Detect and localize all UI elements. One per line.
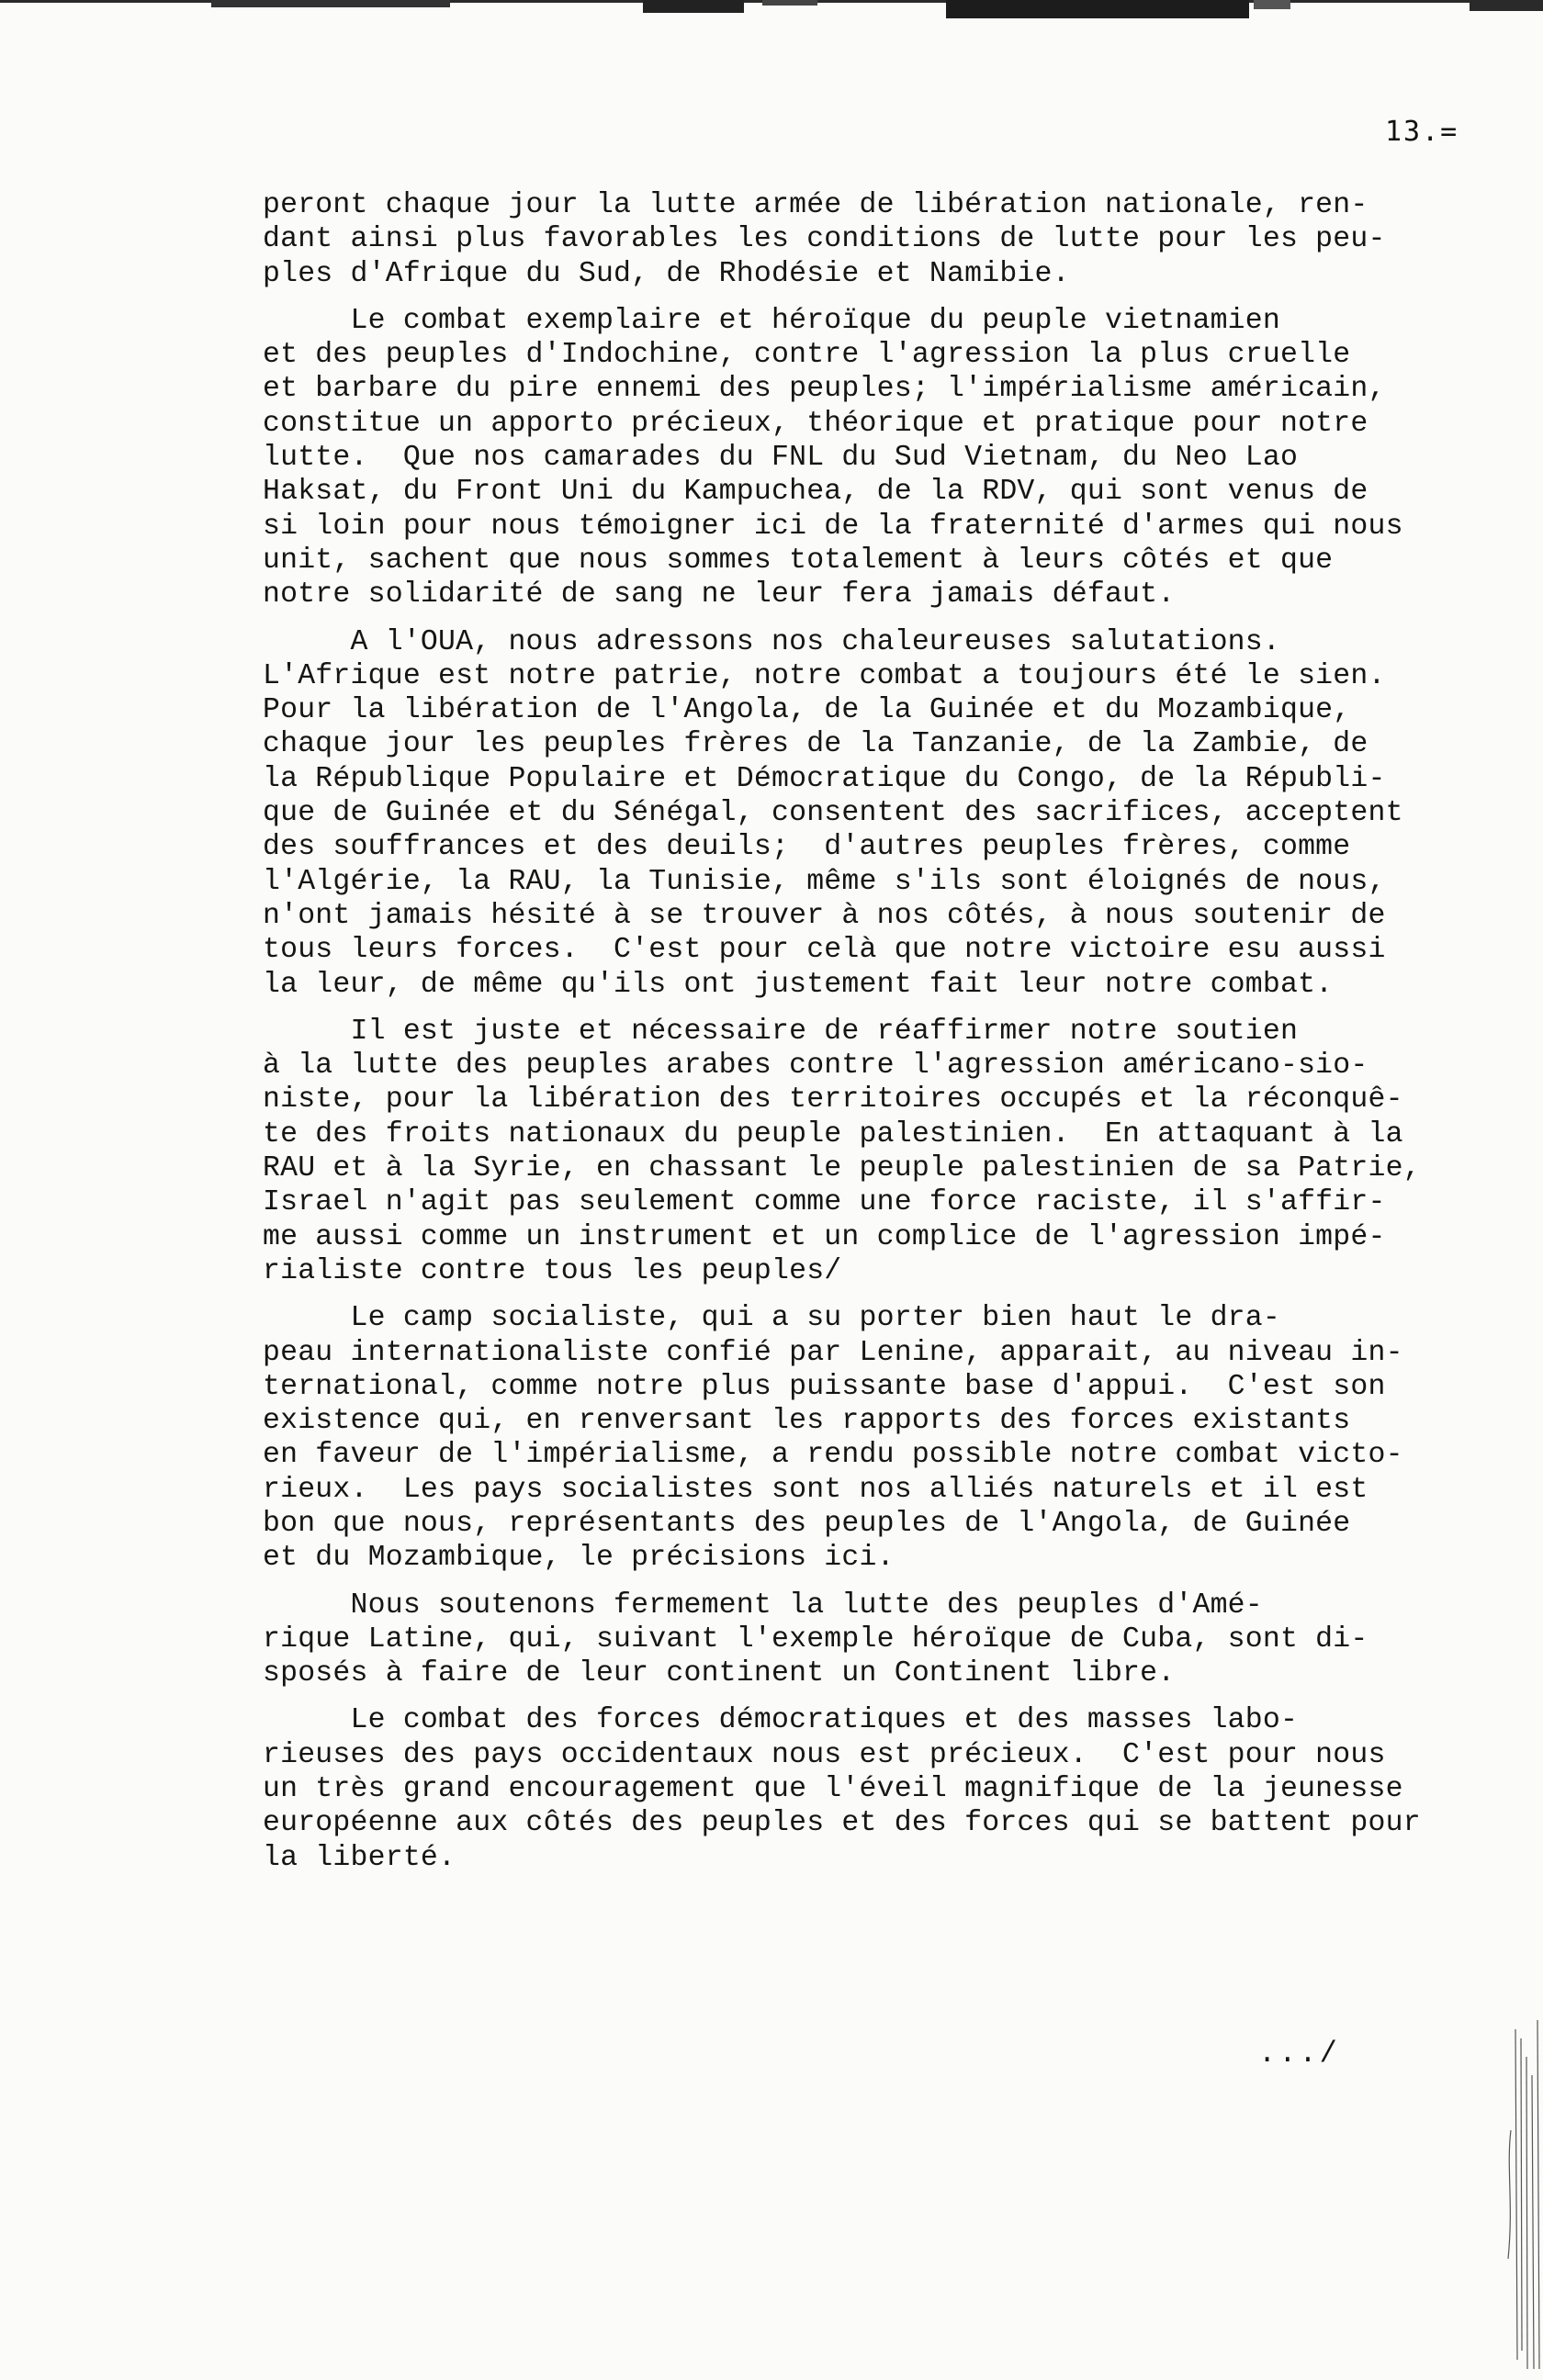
paragraph [263, 1015, 1493, 1288]
text-line: la leur, de même qu'ils ont justement fait leur notre combat. [263, 968, 1334, 1001]
text-line: Israel n'agit pas seulement comme une force raciste, il s'affir- [263, 1186, 1386, 1219]
text-line: unit, sachent que nous sommes totalement à leurs côtés et que [263, 544, 1334, 577]
text-line: me aussi comme un instrument et un complice de l'agression impé- [263, 1220, 1386, 1253]
text-line: des souffrances et des deuils; d'autres peuples frères, comme [263, 831, 1351, 864]
text-line: rieuses des pays occidentaux nous est précieux. C'est pour nous [263, 1738, 1386, 1771]
text-line: l'Algérie, la RAU, la Tunisie, même s'ils sont éloignés de nous, [263, 865, 1386, 898]
text-line: Pour la libération de l'Angola, de la Guinée et du Mozambique, [263, 694, 1351, 727]
text-line: rialiste contre tous les peuples/ [263, 1254, 842, 1287]
text-line: n'ont jamais hésité à se trouver à nos côtés, à nous soutenir de [263, 899, 1386, 932]
text-line: peau internationaliste confié par Lenine, apparait, au niveau in- [263, 1336, 1403, 1369]
page-number: 13.= [1385, 116, 1459, 148]
text-line: dant ainsi plus favorables les conditions de lutte pour les peu- [263, 223, 1386, 256]
text-line: existence qui, en renversant les rapports des forces existants [263, 1405, 1351, 1438]
text-line: la République Populaire et Démocratique du Congo, de la Républi- [263, 762, 1386, 795]
text-line: Il est juste et nécessaire de réaffirmer notre soutien [263, 1015, 1299, 1048]
text-line: la liberté. [263, 1841, 456, 1874]
text-line: et des peuples d'Indochine, contre l'agression la plus cruelle [263, 339, 1351, 372]
text-line: Nous soutenons fermement la lutte des peuples d'Amé- [263, 1589, 1263, 1622]
text-line: européenne aux côtés des peuples et des forces qui se battent pour [263, 1807, 1421, 1840]
continuation-mark: .../ [1258, 2037, 1340, 2071]
text-line: tous leurs forces. C'est pour celà que notre victoire esu aussi [263, 934, 1386, 967]
text-line: niste, pour la libération des territoires occupés et la réconquê- [263, 1083, 1403, 1117]
text-line: et du Mozambique, le précisions ici. [263, 1542, 895, 1575]
text-line: A l'OUA, nous adressons nos chaleureuses salutations. [263, 625, 1280, 658]
text-line: bon que nous, représentants des peuples de l'Angola, de Guinée [263, 1507, 1351, 1540]
text-line: en faveur de l'impérialisme, a rendu possible notre combat victo- [263, 1439, 1403, 1472]
text-line: notre solidarité de sang ne leur fera jamais défaut. [263, 578, 1176, 612]
paragraph [263, 304, 1493, 612]
text-line: te des froits nationaux du peuple palestinien. En attaquant à la [263, 1117, 1403, 1151]
paragraph [263, 1589, 1493, 1691]
scan-edge-noise [1460, 2020, 1543, 2369]
text-line: et barbare du pire ennemi des peuples; l'impérialisme américain, [263, 373, 1386, 406]
text-line: constitue un apporto précieux, théorique et pratique pour notre [263, 407, 1368, 440]
text-line: RAU et à la Syrie, en chassant le peuple palestinien de sa Patrie, [263, 1152, 1421, 1185]
text-line: ternational, comme notre plus puissante base d'appui. C'est son [263, 1370, 1386, 1403]
text-line: Le camp socialiste, qui a su porter bien haut le dra- [263, 1302, 1280, 1335]
text-line: peront chaque jour la lutte armée de libération nationale, ren- [263, 189, 1368, 221]
paragraph [263, 625, 1493, 1002]
paragraph [263, 188, 1493, 291]
text-line: rique Latine, qui, suivant l'exemple héroïque de Cuba, sont di- [263, 1622, 1368, 1656]
text-line: sposés à faire de leur continent un Continent libre. [263, 1657, 1176, 1690]
paragraph [263, 1301, 1493, 1575]
text-line: ples d'Afrique du Sud, de Rhodésie et Namibie. [263, 257, 1070, 290]
text-line: L'Afrique est notre patrie, notre combat a toujours été le sien. [263, 659, 1386, 692]
text-line: Haksat, du Front Uni du Kampuchea, de la RDV, qui sont venus de [263, 476, 1368, 509]
text-line: chaque jour les peuples frères de la Tanzanie, de la Zambie, de [263, 728, 1368, 761]
text-line: lutte. Que nos camarades du FNL du Sud Vietnam, du Neo Lao [263, 442, 1299, 475]
document-body [263, 188, 1493, 1888]
text-line: Le combat exemplaire et héroïque du peuple vietnamien [263, 304, 1280, 337]
text-line: Le combat des forces démocratiques et des masses labo- [263, 1704, 1299, 1737]
text-line: que de Guinée et du Sénégal, consentent des sacrifices, acceptent [263, 797, 1403, 830]
text-line: à la lutte des peuples arabes contre l'agression américano-sio- [263, 1050, 1368, 1083]
paragraph [263, 1703, 1493, 1874]
scan-edge-artifact [0, 0, 1543, 20]
text-line: rieux. Les pays socialistes sont nos alliés naturels et il est [263, 1473, 1368, 1506]
text-line: un très grand encouragement que l'éveil magnifique de la jeunesse [263, 1773, 1403, 1806]
text-line: si loin pour nous témoigner ici de la fraternité d'armes qui nous [263, 510, 1403, 543]
